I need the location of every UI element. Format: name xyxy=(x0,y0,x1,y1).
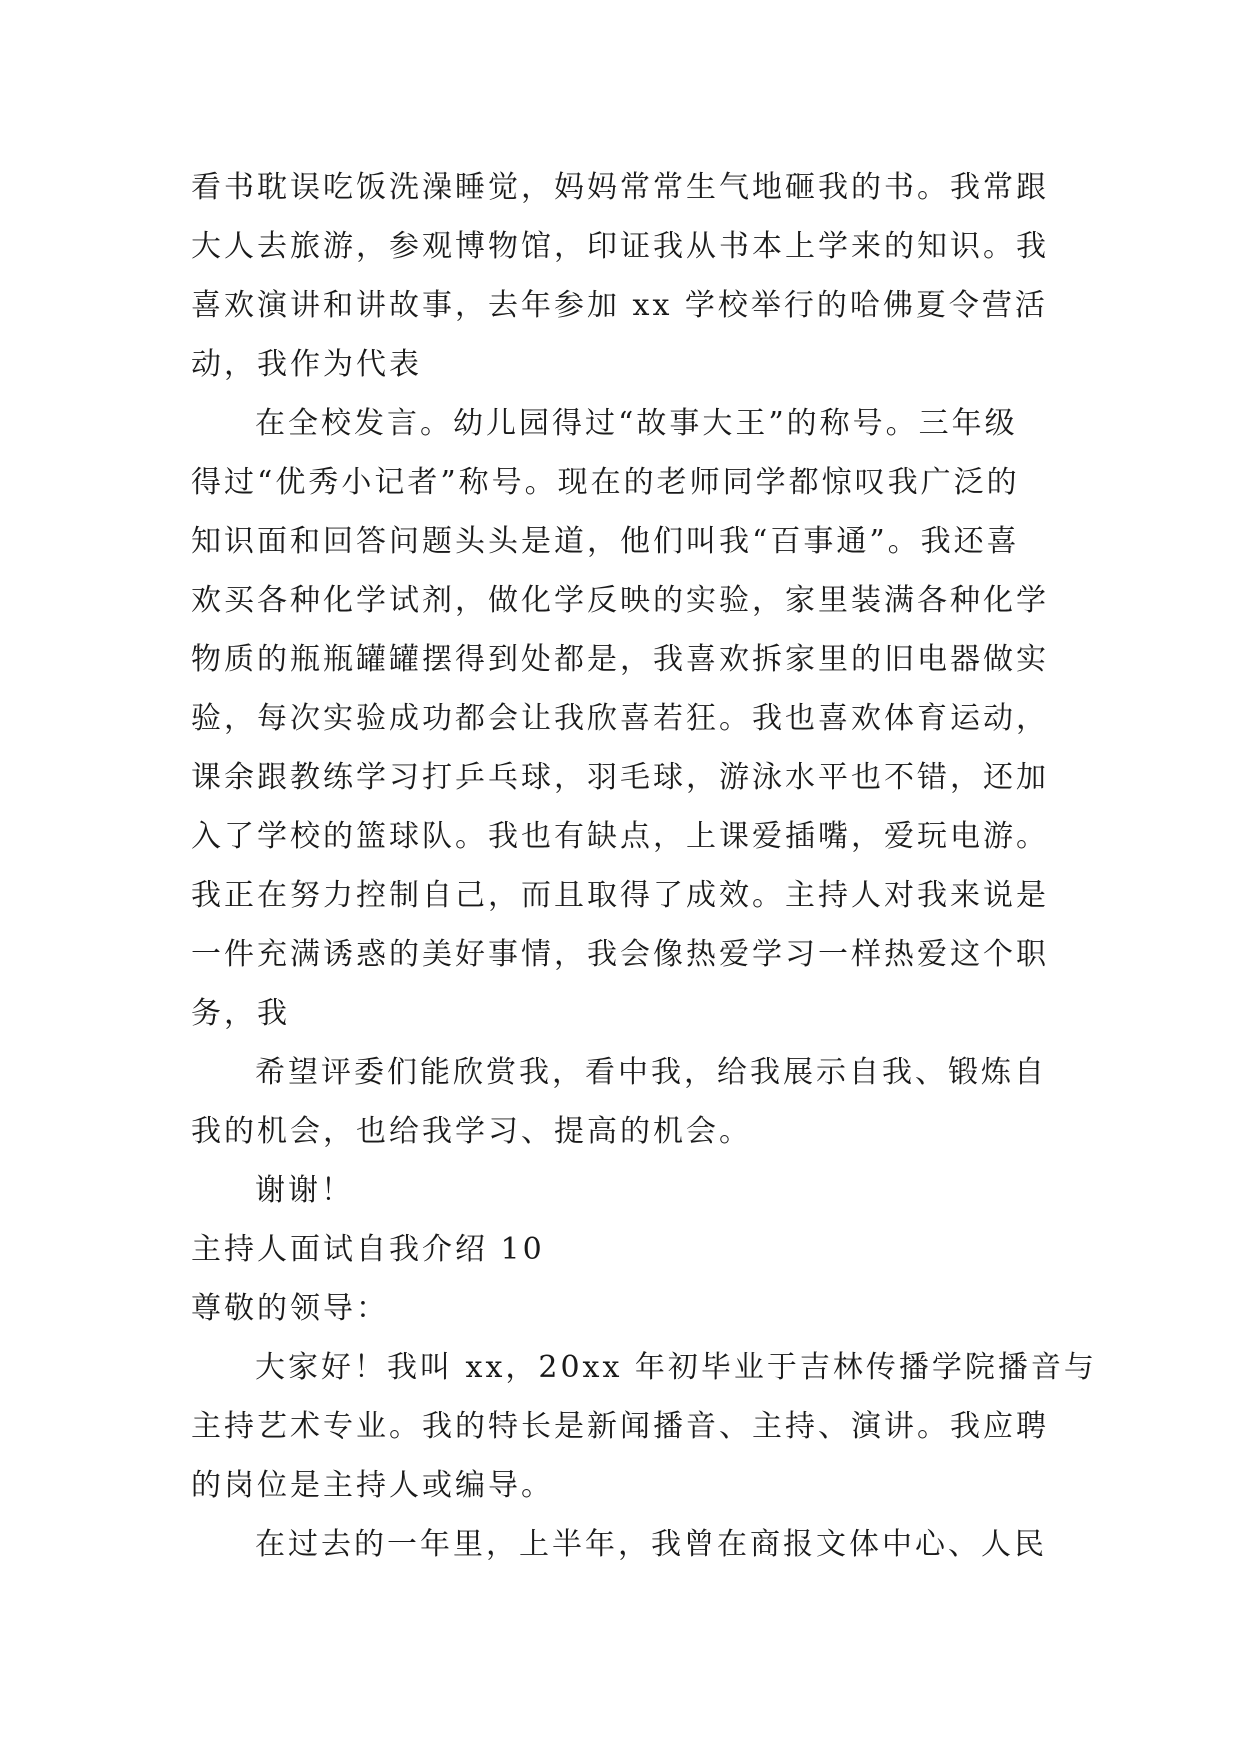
paragraph-start-line: 希望评委们能欣赏我，看中我，给我展示自我、锻炼自 xyxy=(255,1055,1047,1090)
paragraph-start-line: 在过去的一年里，上半年，我曾在商报文体中心、人民 xyxy=(255,1527,1047,1562)
text-line: 的岗位是主持人或编导。 xyxy=(191,1468,554,1503)
text-line: 一件充满诱惑的美好事情，我会像热爱学习一样热爱这个职 xyxy=(191,937,1049,972)
text-line: 动，我作为代表 xyxy=(191,347,422,382)
paragraph-start-line: 在全校发言。幼儿园得过“故事大王”的称号。三年级 xyxy=(255,406,1018,441)
thanks-line: 谢谢！ xyxy=(255,1173,354,1208)
text-line: 喜欢演讲和讲故事，去年参加 xx 学校举行的哈佛夏令营活 xyxy=(191,288,1048,323)
text-line: 主持艺术专业。我的特长是新闻播音、主持、演讲。我应聘 xyxy=(191,1409,1049,1444)
salutation: 尊敬的领导： xyxy=(191,1291,389,1326)
text-line: 务，我 xyxy=(191,996,290,1031)
text-line: 知识面和回答问题头头是道，他们叫我“百事通”。我还喜 xyxy=(191,524,1020,559)
text-line: 我的机会，也给我学习、提高的机会。 xyxy=(191,1114,752,1149)
text-line: 物质的瓶瓶罐罐摆得到处都是，我喜欢拆家里的旧电器做实 xyxy=(191,642,1049,677)
text-line: 入了学校的篮球队。我也有缺点，上课爱插嘴，爱玩电游。 xyxy=(191,819,1049,854)
text-line: 大人去旅游，参观博物馆，印证我从书本上学来的知识。我 xyxy=(191,229,1049,264)
text-line: 得过“优秀小记者”称号。现在的老师同学都惊叹我广泛的 xyxy=(191,465,1020,500)
text-line: 看书耽误吃饭洗澡睡觉，妈妈常常生气地砸我的书。我常跟 xyxy=(191,170,1049,205)
text-line: 验，每次实验成功都会让我欣喜若狂。我也喜欢体育运动， xyxy=(191,701,1049,736)
text-line: 课余跟教练学习打乒乓球，羽毛球，游泳水平也不错，还加 xyxy=(191,760,1049,795)
paragraph-start-line: 大家好！我叫 xx，20xx 年初毕业于吉林传播学院播音与 xyxy=(255,1350,1097,1385)
document-body xyxy=(191,158,1097,1574)
text-line: 欢买各种化学试剂，做化学反映的实验，家里装满各种化学 xyxy=(191,583,1049,618)
text-line: 我正在努力控制自己，而且取得了成效。主持人对我来说是 xyxy=(191,878,1049,913)
section-heading: 主持人面试自我介绍 10 xyxy=(191,1232,545,1267)
